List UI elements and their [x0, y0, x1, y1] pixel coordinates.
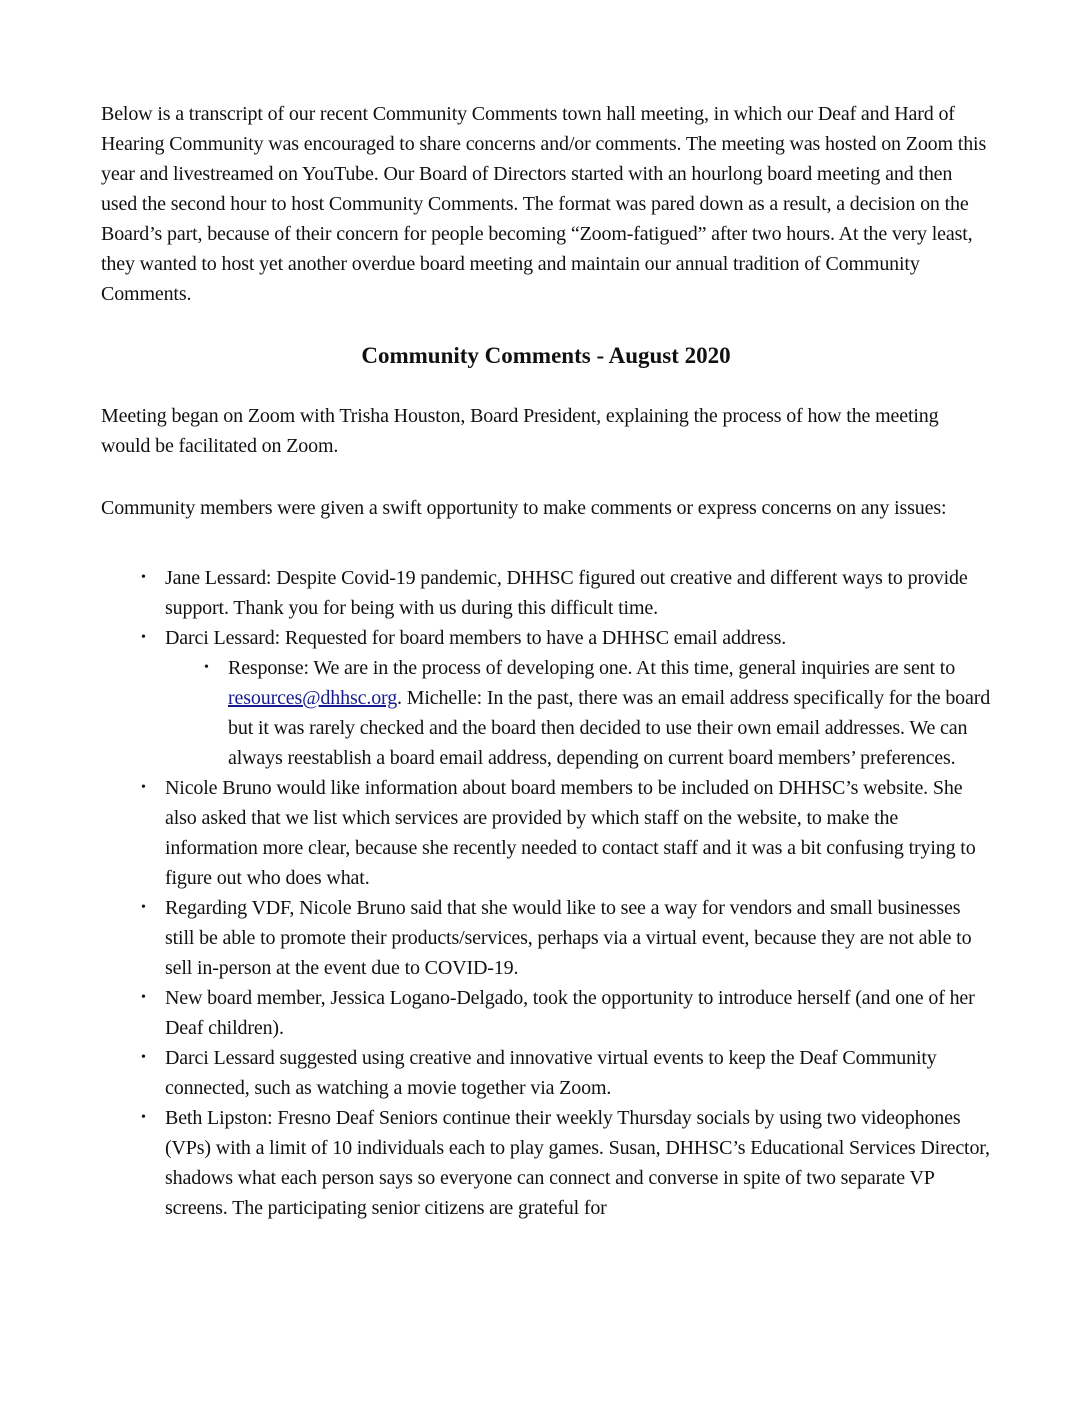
list-lead-paragraph: Community members were given a swift opportunity to make comments or express concerns on any issues: [101, 497, 947, 519]
bullet-icon: • [141, 1110, 146, 1125]
response-text: Response: We are in the process of developing one. At this time, general inquiries are sent to [228, 657, 956, 679]
comments-list [101, 563, 991, 1223]
sub-list-item [101, 653, 991, 773]
list-item-text: Darci Lessard suggested using creative and innovative virtual events to keep the Deaf Community connected, such as watching a movie together via Zoom. [165, 1047, 937, 1099]
document-title: Community Comments - August 2020 [361, 343, 731, 368]
list-item-text: New board member, Jessica Logano-Delgado, took the opportunity to introduce herself (and one of her Deaf children). [165, 987, 975, 1039]
list-item-text: Beth Lipston: Fresno Deaf Seniors continue their weekly Thursday socials by using two videophones (VPs) with a limit of 10 individuals each to play games. Susan, DHHSC’s Educational Services Director, shadows what each person says so everyone can connect and converse in spite of two separate VP screens. The participating senior citizens are grateful for [165, 1107, 990, 1219]
list-item [101, 563, 991, 623]
bullet-icon: • [141, 630, 146, 645]
document-page [101, 99, 991, 1223]
bullet-icon: • [141, 1050, 146, 1065]
bullet-icon: • [141, 900, 146, 915]
sub-list [101, 653, 991, 773]
intro-paragraph: Below is a transcript of our recent Community Comments town hall meeting, in which our Deaf and Hard of Hearing Community was encouraged to share concerns and/or comments. The meeting was hosted on Zoom this year and livestreamed on YouTube. Our Board of Directors started with an hourlong board meeting and then used the second hour to host Community Comments. The format was pared down as a result, a decision on the Board’s part, because of their concern for people becoming “Zoom-fatigued” after two hours. At the very least, they wanted to host yet another overdue board meeting and maintain our annual tradition of Community Comments. [101, 103, 987, 305]
opening-paragraph: Meeting began on Zoom with Trisha Houston, Board President, explaining the process of how the meeting would be facilitated on Zoom. [101, 405, 939, 457]
list-item [101, 623, 991, 773]
response-text-continued: . Michelle: In the past, there was an email address specifically for the board but it was rarely checked and the board then decided to use their own email addresses. We can always reestablish a board email address, depending on current board members’ preferences. [228, 687, 991, 769]
bullet-icon: • [141, 780, 146, 795]
list-item [101, 893, 991, 983]
bullet-icon: • [141, 990, 146, 1005]
bullet-icon: • [141, 570, 146, 585]
bullet-icon: • [204, 660, 209, 675]
list-item [101, 773, 991, 893]
list-item-text: Nicole Bruno would like information about board members to be included on DHHSC’s website. She also asked that we list which services are provided by which staff on the website, to make the information more clear, because she recently needed to contact staff and it was a bit confusing trying to figure out who does what. [165, 777, 976, 889]
list-item-text: Darci Lessard: Requested for board members to have a DHHSC email address. [165, 627, 787, 649]
list-item [101, 1043, 991, 1103]
list-item [101, 983, 991, 1043]
email-link[interactable]: resources@dhhsc.org [228, 687, 398, 709]
list-item-text: Jane Lessard: Despite Covid-19 pandemic, DHHSC figured out creative and different ways to provide support. Thank you for being with us during this difficult time. [165, 567, 968, 619]
list-item [101, 1103, 991, 1223]
list-item-text: Regarding VDF, Nicole Bruno said that she would like to see a way for vendors and small businesses still be able to promote their products/services, perhaps via a virtual event, because they are not able to sell in-person at the event due to COVID-19. [165, 897, 972, 979]
